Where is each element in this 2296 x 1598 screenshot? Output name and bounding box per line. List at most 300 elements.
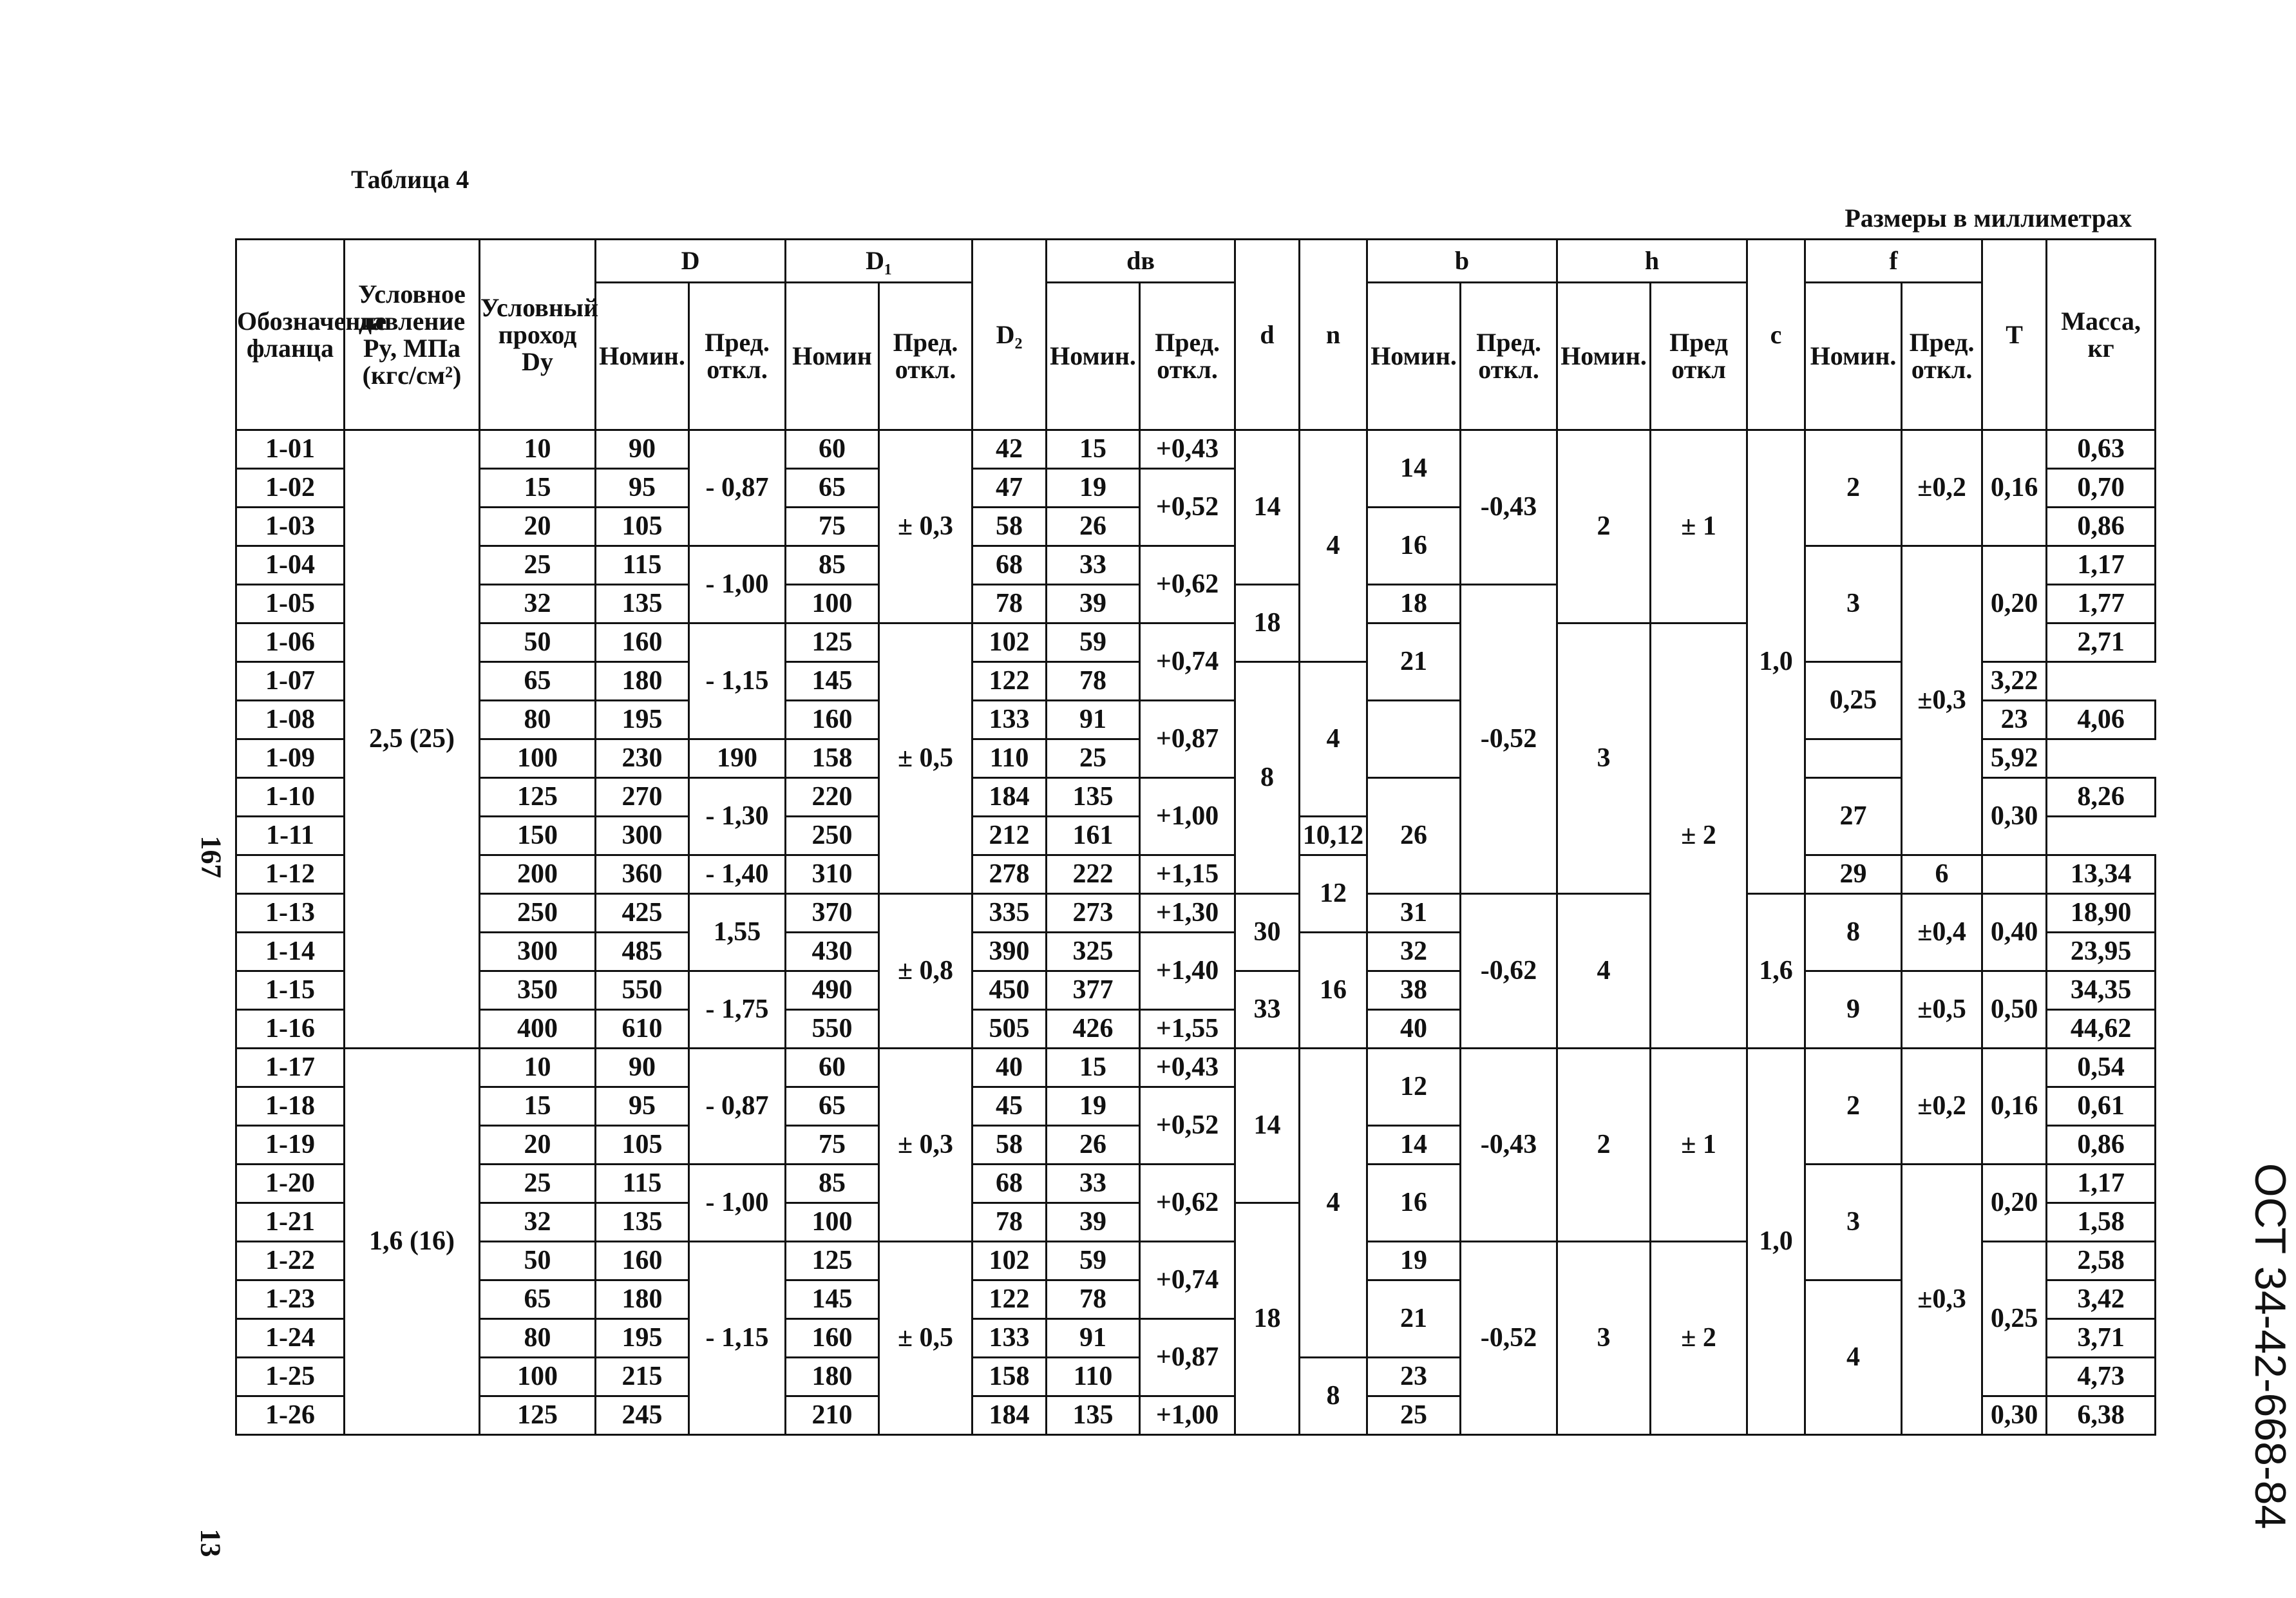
cell-b-deviation: -0,52 [1461,1242,1557,1435]
cell-b: 32 [1367,933,1461,971]
cell-mass: 0,54 [2047,1049,2156,1087]
cell-D2: 42 [972,430,1047,469]
cell-designation: 1-15 [236,971,345,1010]
cell-b: 27 [1805,778,1902,855]
cell-dv: 161 [1047,817,1140,855]
cell-d: 18 [1235,585,1300,662]
cell-D2: 158 [786,739,879,778]
cell-b: 23 [1367,1358,1461,1396]
cell-dy: 200 [480,855,596,894]
cell-dy: 80 [480,1319,596,1358]
cell-D: 160 [596,623,689,662]
cell-D: 215 [596,1358,689,1396]
cell-dv-deviation: +0,62 [1140,1165,1235,1242]
cell-dv: 91 [1047,1319,1140,1358]
cell-D: 90 [596,1049,689,1087]
cell-mass: 34,35 [2047,971,2156,1010]
cell-dy: 10 [480,1049,596,1087]
cell-mass: 18,90 [2047,894,2156,933]
cell-dy: 125 [480,1396,596,1435]
cell-D2: 335 [972,894,1047,933]
cell-D: 195 [596,1319,689,1358]
cell-dv: 33 [1047,546,1140,585]
cell-D: 105 [596,508,689,546]
cell-D-deviation: - 1,40 [689,855,786,894]
header-f: f [1805,240,1982,283]
cell-T [1805,739,1902,778]
cell-mass: 0,61 [2047,1087,2156,1126]
cell-mass: 3,71 [2047,1319,2156,1358]
cell-D1-deviation: ± 0,3 [879,1049,972,1242]
cell-designation: 1-08 [236,701,345,739]
cell-D: 425 [596,894,689,933]
table-row [236,546,2156,585]
cell-D: 95 [596,469,689,508]
cell-dv-deviation: +0,87 [1140,701,1235,778]
cell-dy: 150 [480,817,596,855]
cell-dv: 19 [1047,469,1140,508]
cell-D-deviation: - 1,15 [689,1242,786,1435]
cell-b-deviation: -0,43 [1461,1049,1557,1242]
cell-D1: 145 [786,662,879,701]
cell-f-deviation: ±0,2 [1902,1049,1982,1165]
cell-mass: 2,71 [2047,623,2156,662]
cell-pressure: 2,5 (25) [345,430,480,1049]
cell-designation: 1-16 [236,1010,345,1049]
cell-mass: 5,92 [1982,739,2047,778]
cell-dy: 25 [480,1165,596,1203]
cell-D2: 68 [972,1165,1047,1203]
cell-dv-deviation: +1,00 [1140,778,1235,855]
cell-dy: 20 [480,1126,596,1165]
cell-D2: 184 [972,1396,1047,1435]
cell-d: 30 [1235,894,1300,971]
cell-mass: 1,77 [2047,585,2156,623]
cell-D-deviation: - 0,87 [689,1049,786,1165]
cell-designation: 1-13 [236,894,345,933]
cell-D1: 190 [689,739,786,778]
cell-mass: 0,70 [2047,469,2156,508]
cell-mass: 44,62 [2047,1010,2156,1049]
cell-mass: 3,22 [1982,662,2047,701]
cell-mass: 0,63 [2047,430,2156,469]
cell-dv: 91 [1047,701,1140,739]
cell-D2: 122 [972,662,1047,701]
cell-b: 21 [1367,623,1461,701]
cell-D1: 145 [786,1280,879,1319]
cell-D1: 125 [786,623,879,662]
cell-dy: 100 [480,739,596,778]
cell-b: 40 [1367,1010,1461,1049]
cell-dv: 15 [1047,430,1140,469]
cell-dy: 10 [480,430,596,469]
cell-designation: 1-22 [236,1242,345,1280]
cell-D: 245 [596,1396,689,1435]
cell-c: 1,0 [1747,430,1805,894]
table-row [236,855,2156,894]
cell-dv: 19 [1047,1087,1140,1126]
cell-T: 0,20 [1982,1165,2047,1242]
cell-b: 25 [1047,739,1140,778]
cell-designation: 1-09 [236,739,345,778]
cell-D: 90 [596,430,689,469]
cell-mass: 2,58 [2047,1242,2156,1280]
cell-dy: 50 [480,1242,596,1280]
cell-dv-deviation: +0,74 [1140,1242,1235,1319]
cell-mass: 13,34 [2047,855,2156,894]
cell-D1-deviation: ± 0,3 [879,430,972,623]
cell-dv: 110 [972,739,1047,778]
cell-D-deviation: - 1,75 [689,971,786,1049]
cell-c: 1,6 [1747,894,1805,1049]
subheader-D-deviation: Пред. откл. [689,283,786,430]
cell-dy: 350 [480,971,596,1010]
cell-h-deviation: ± 1 [1651,430,1747,623]
cell-designation: 1-18 [236,1087,345,1126]
cell-dv-deviation: +0,43 [1140,430,1235,469]
cell-D: 270 [596,778,689,817]
cell-D1: 250 [786,817,879,855]
cell-dv: 26 [1047,1126,1140,1165]
cell-f-deviation: ±0,3 [1902,1165,1982,1435]
cell-D2: 68 [972,546,1047,585]
cell-dv: 39 [1047,585,1140,623]
cell-D2: 184 [972,778,1047,817]
subheader-h-deviation: Пред откл [1651,283,1747,430]
header-D1: D₁ [786,240,972,283]
cell-D1: 65 [786,469,879,508]
cell-T: 0,20 [1982,546,2047,662]
cell-D1: 210 [786,1396,879,1435]
cell-D-deviation: - 1,30 [689,778,786,855]
cell-D-deviation: - 1,15 [689,623,786,739]
cell-f: 6 [1902,855,1982,894]
cell-D: 485 [596,933,689,971]
cell-b: 14 [1367,1126,1461,1165]
cell-dv: 135 [1047,1396,1140,1435]
header-c: c [1747,240,1805,430]
header-mass: Масса, кг [2047,240,2156,430]
cell-D1: 60 [786,430,879,469]
cell-designation: 1-20 [236,1165,345,1203]
cell-dv: 26 [1047,508,1140,546]
cell-dv: 78 [1047,1280,1140,1319]
cell-D2: 45 [972,1087,1047,1126]
subheader-f-nominal: Номин. [1805,283,1902,430]
cell-D2: 58 [972,508,1047,546]
header-b: b [1367,240,1557,283]
cell-b: 14 [1367,430,1461,508]
table-caption: Таблица 4 [351,165,470,194]
cell-h: 4 [1557,894,1651,1049]
units-note: Размеры в миллиметрах [1845,204,2132,233]
cell-mass: 1,58 [2047,1203,2156,1242]
subheader-dv-nominal: Номин. [1047,283,1140,430]
cell-D: 95 [596,1087,689,1126]
cell-mass: 0,86 [2047,508,2156,546]
cell-n: 16 [1300,933,1367,1049]
cell-d [1367,701,1461,778]
cell-mass: 10,12 [1300,817,1367,855]
cell-f: 2 [1805,1049,1902,1165]
cell-b: 21 [1367,1280,1461,1358]
table-row [236,1049,2156,1087]
cell-mass: 1,17 [2047,546,2156,585]
cell-b: 18 [1367,585,1461,623]
cell-n: 4 [1300,430,1367,662]
cell-dv: 39 [1047,1203,1140,1242]
cell-D2: 133 [972,701,1047,739]
cell-mass: 0,86 [2047,1126,2156,1165]
cell-D2: 390 [972,933,1047,971]
table-row [236,778,2156,817]
cell-D: 105 [596,1126,689,1165]
cell-designation: 1-17 [236,1049,345,1087]
page-side-number: 167 [195,835,227,879]
header-pressure: Условное давление Py, МПа (кгс/см²) [345,240,480,430]
header-dv: dв [1047,240,1235,283]
cell-dv: 222 [1047,855,1140,894]
cell-D1: 75 [786,508,879,546]
cell-designation: 1-01 [236,430,345,469]
cell-dv-deviation: +0,52 [1140,1087,1235,1165]
subheader-b-nominal: Номин. [1367,283,1461,430]
cell-D2: 78 [972,585,1047,623]
cell-D: 180 [596,1280,689,1319]
cell-dv-deviation: +1,40 [1140,933,1235,1010]
cell-dv-deviation: +1,15 [1140,855,1235,894]
cell-D: 135 [596,1203,689,1242]
cell-T: 0,30 [1982,1396,2047,1435]
subheader-f-deviation: Пред. откл. [1902,283,1982,430]
cell-h-deviation: ± 2 [1651,623,1747,1049]
cell-designation: 1-11 [236,817,345,855]
cell-D2: 278 [972,855,1047,894]
cell-d: 26 [1367,778,1461,894]
cell-mass: 3,42 [2047,1280,2156,1319]
cell-D: 360 [596,855,689,894]
cell-dy: 100 [480,1358,596,1396]
subheader-dv-deviation: Пред. откл. [1140,283,1235,430]
cell-dy: 400 [480,1010,596,1049]
cell-dv: 426 [1047,1010,1140,1049]
cell-designation: 1-25 [236,1358,345,1396]
cell-dv: 325 [1047,933,1140,971]
cell-T: 0,16 [1982,430,2047,546]
table-row [236,430,2156,469]
subheader-b-deviation: Пред. откл. [1461,283,1557,430]
cell-d: 14 [1235,1049,1300,1203]
cell-D1: 550 [786,1010,879,1049]
cell-dv-deviation: +0,87 [1140,1319,1235,1396]
cell-b: 38 [1367,971,1461,1010]
cell-designation: 1-05 [236,585,345,623]
cell-D1: 85 [786,546,879,585]
cell-D1: 430 [786,933,879,971]
cell-T: 0,50 [1982,971,2047,1049]
cell-D1: 370 [786,894,879,933]
cell-dv: 135 [1047,778,1140,817]
cell-c: 1,0 [1747,1049,1805,1435]
cell-D2: 58 [972,1126,1047,1165]
cell-T: 0,16 [1982,1049,2047,1165]
cell-D1: 180 [786,1358,879,1396]
cell-D1-deviation: ± 0,5 [879,623,972,894]
cell-mass: 4,73 [2047,1358,2156,1396]
cell-D2: 102 [972,623,1047,662]
cell-T: 0,30 [1982,778,2047,855]
cell-dv-deviation: +0,52 [1140,469,1235,546]
cell-h: 2 [1557,1049,1651,1242]
cell-f: 4 [1805,1280,1902,1435]
cell-D1-deviation: ± 0,5 [879,1242,972,1435]
cell-dy: 65 [480,1280,596,1319]
cell-f-deviation: ±0,3 [1902,546,1982,855]
cell-h: 2 [1557,430,1651,623]
cell-b: 23 [1982,701,2047,739]
header-designation: Обозначение фланца [236,240,345,430]
cell-b: 12 [1367,1049,1461,1126]
cell-f-deviation: ±0,5 [1902,971,1982,1049]
cell-D1: 100 [786,1203,879,1242]
cell-d: 18 [1235,1203,1300,1435]
cell-b-deviation: -0,43 [1461,430,1557,585]
header-T: T [1982,240,2047,430]
cell-dy: 50 [480,623,596,662]
cell-D1: 125 [786,1242,879,1280]
cell-mass: 6,38 [2047,1396,2156,1435]
cell-designation: 1-24 [236,1319,345,1358]
cell-dy: 20 [480,508,596,546]
cell-n: 8 [1235,662,1300,894]
cell-dv-deviation: +0,43 [1140,1049,1235,1087]
cell-f: 9 [1805,971,1902,1049]
cell-dv-deviation: +1,30 [1140,894,1235,933]
subheader-D-nominal: Номин. [596,283,689,430]
cell-D: 550 [596,971,689,1010]
table-row [236,894,2156,933]
cell-D: 135 [596,585,689,623]
cell-T: 0,40 [1982,894,2047,971]
cell-T [1982,855,2047,894]
cell-designation: 1-06 [236,623,345,662]
header-D2: D₂ [972,240,1047,430]
cell-D2: 212 [972,817,1047,855]
cell-dv-deviation: +1,00 [1140,1396,1235,1435]
subheader-D1-deviation: Пред. откл. [879,283,972,430]
cell-h: 3 [1557,1242,1651,1435]
cell-D: 115 [596,1165,689,1203]
cell-b-deviation: -0,62 [1461,894,1557,1049]
flange-dimensions-table [235,238,2156,1436]
cell-b: 31 [1367,894,1461,933]
header-n: n [1300,240,1367,430]
cell-D2: 78 [972,1203,1047,1242]
cell-designation: 1-07 [236,662,345,701]
cell-designation: 1-23 [236,1280,345,1319]
cell-D1: 65 [786,1087,879,1126]
cell-f: 3 [1805,546,1902,662]
cell-dy: 65 [480,662,596,701]
table-row [236,1165,2156,1203]
cell-f-deviation: ±0,2 [1902,430,1982,546]
cell-h-deviation: ± 2 [1651,1242,1747,1435]
cell-n: 8 [1300,1358,1367,1435]
cell-b: 25 [1367,1396,1461,1435]
document-code: ОСТ 34-42-668-84 [2246,1163,2295,1530]
cell-D: 180 [596,662,689,701]
cell-f-deviation: ±0,4 [1902,894,1982,971]
cell-D: 115 [596,546,689,585]
cell-dv-deviation: +0,62 [1140,546,1235,623]
cell-pressure: 1,6 (16) [345,1049,480,1435]
subheader-h-nominal: Номин. [1557,283,1651,430]
cell-D1: 160 [786,1319,879,1358]
cell-d: 14 [1235,430,1300,585]
cell-dv: 15 [1047,1049,1140,1087]
cell-f: 2 [1805,430,1902,546]
cell-h-deviation: ± 1 [1651,1049,1747,1242]
cell-designation: 1-04 [236,546,345,585]
cell-mass: 1,17 [2047,1165,2156,1203]
cell-D1: 310 [786,855,879,894]
cell-dy: 250 [480,894,596,933]
cell-designation: 1-14 [236,933,345,971]
cell-designation: 1-10 [236,778,345,817]
cell-b: 19 [1367,1242,1461,1280]
cell-dv: 273 [1047,894,1140,933]
cell-f: 8 [1805,894,1902,971]
cell-D2: 40 [972,1049,1047,1087]
cell-dv: 78 [1047,662,1140,701]
cell-D: 160 [596,1242,689,1280]
header-passage: Условный проход Dy [480,240,596,430]
cell-D2: 158 [972,1358,1047,1396]
cell-designation: 1-12 [236,855,345,894]
cell-D-deviation: - 1,00 [689,546,786,623]
cell-D: 610 [596,1010,689,1049]
cell-D: 195 [596,701,689,739]
cell-mass: 4,06 [2047,701,2156,739]
cell-D: 230 [596,739,689,778]
cell-D-deviation: - 1,00 [689,1165,786,1242]
cell-T: 0,25 [1982,1242,2047,1396]
cell-D1: 75 [786,1126,879,1165]
cell-dv: 33 [1047,1165,1140,1203]
cell-D1: 85 [786,1165,879,1203]
cell-h: 3 [1557,623,1651,894]
cell-designation: 1-02 [236,469,345,508]
cell-dv: 59 [1047,1242,1140,1280]
cell-b: 16 [1367,1165,1461,1242]
cell-designation: 1-03 [236,508,345,546]
cell-dv-deviation: +0,74 [1140,623,1235,701]
cell-D2: 133 [972,1319,1047,1358]
cell-D2: 102 [972,1242,1047,1280]
cell-dv: 110 [1047,1358,1140,1396]
cell-D2: 450 [972,971,1047,1010]
cell-b-deviation: -0,52 [1461,585,1557,894]
cell-dy: 15 [480,1087,596,1126]
cell-D1: 160 [786,701,879,739]
page-bottom-number: 13 [194,1528,227,1557]
cell-dy: 32 [480,1203,596,1242]
cell-designation: 1-21 [236,1203,345,1242]
cell-D2: 47 [972,469,1047,508]
cell-dy: 80 [480,701,596,739]
cell-dy: 32 [480,585,596,623]
cell-D2: 505 [972,1010,1047,1049]
